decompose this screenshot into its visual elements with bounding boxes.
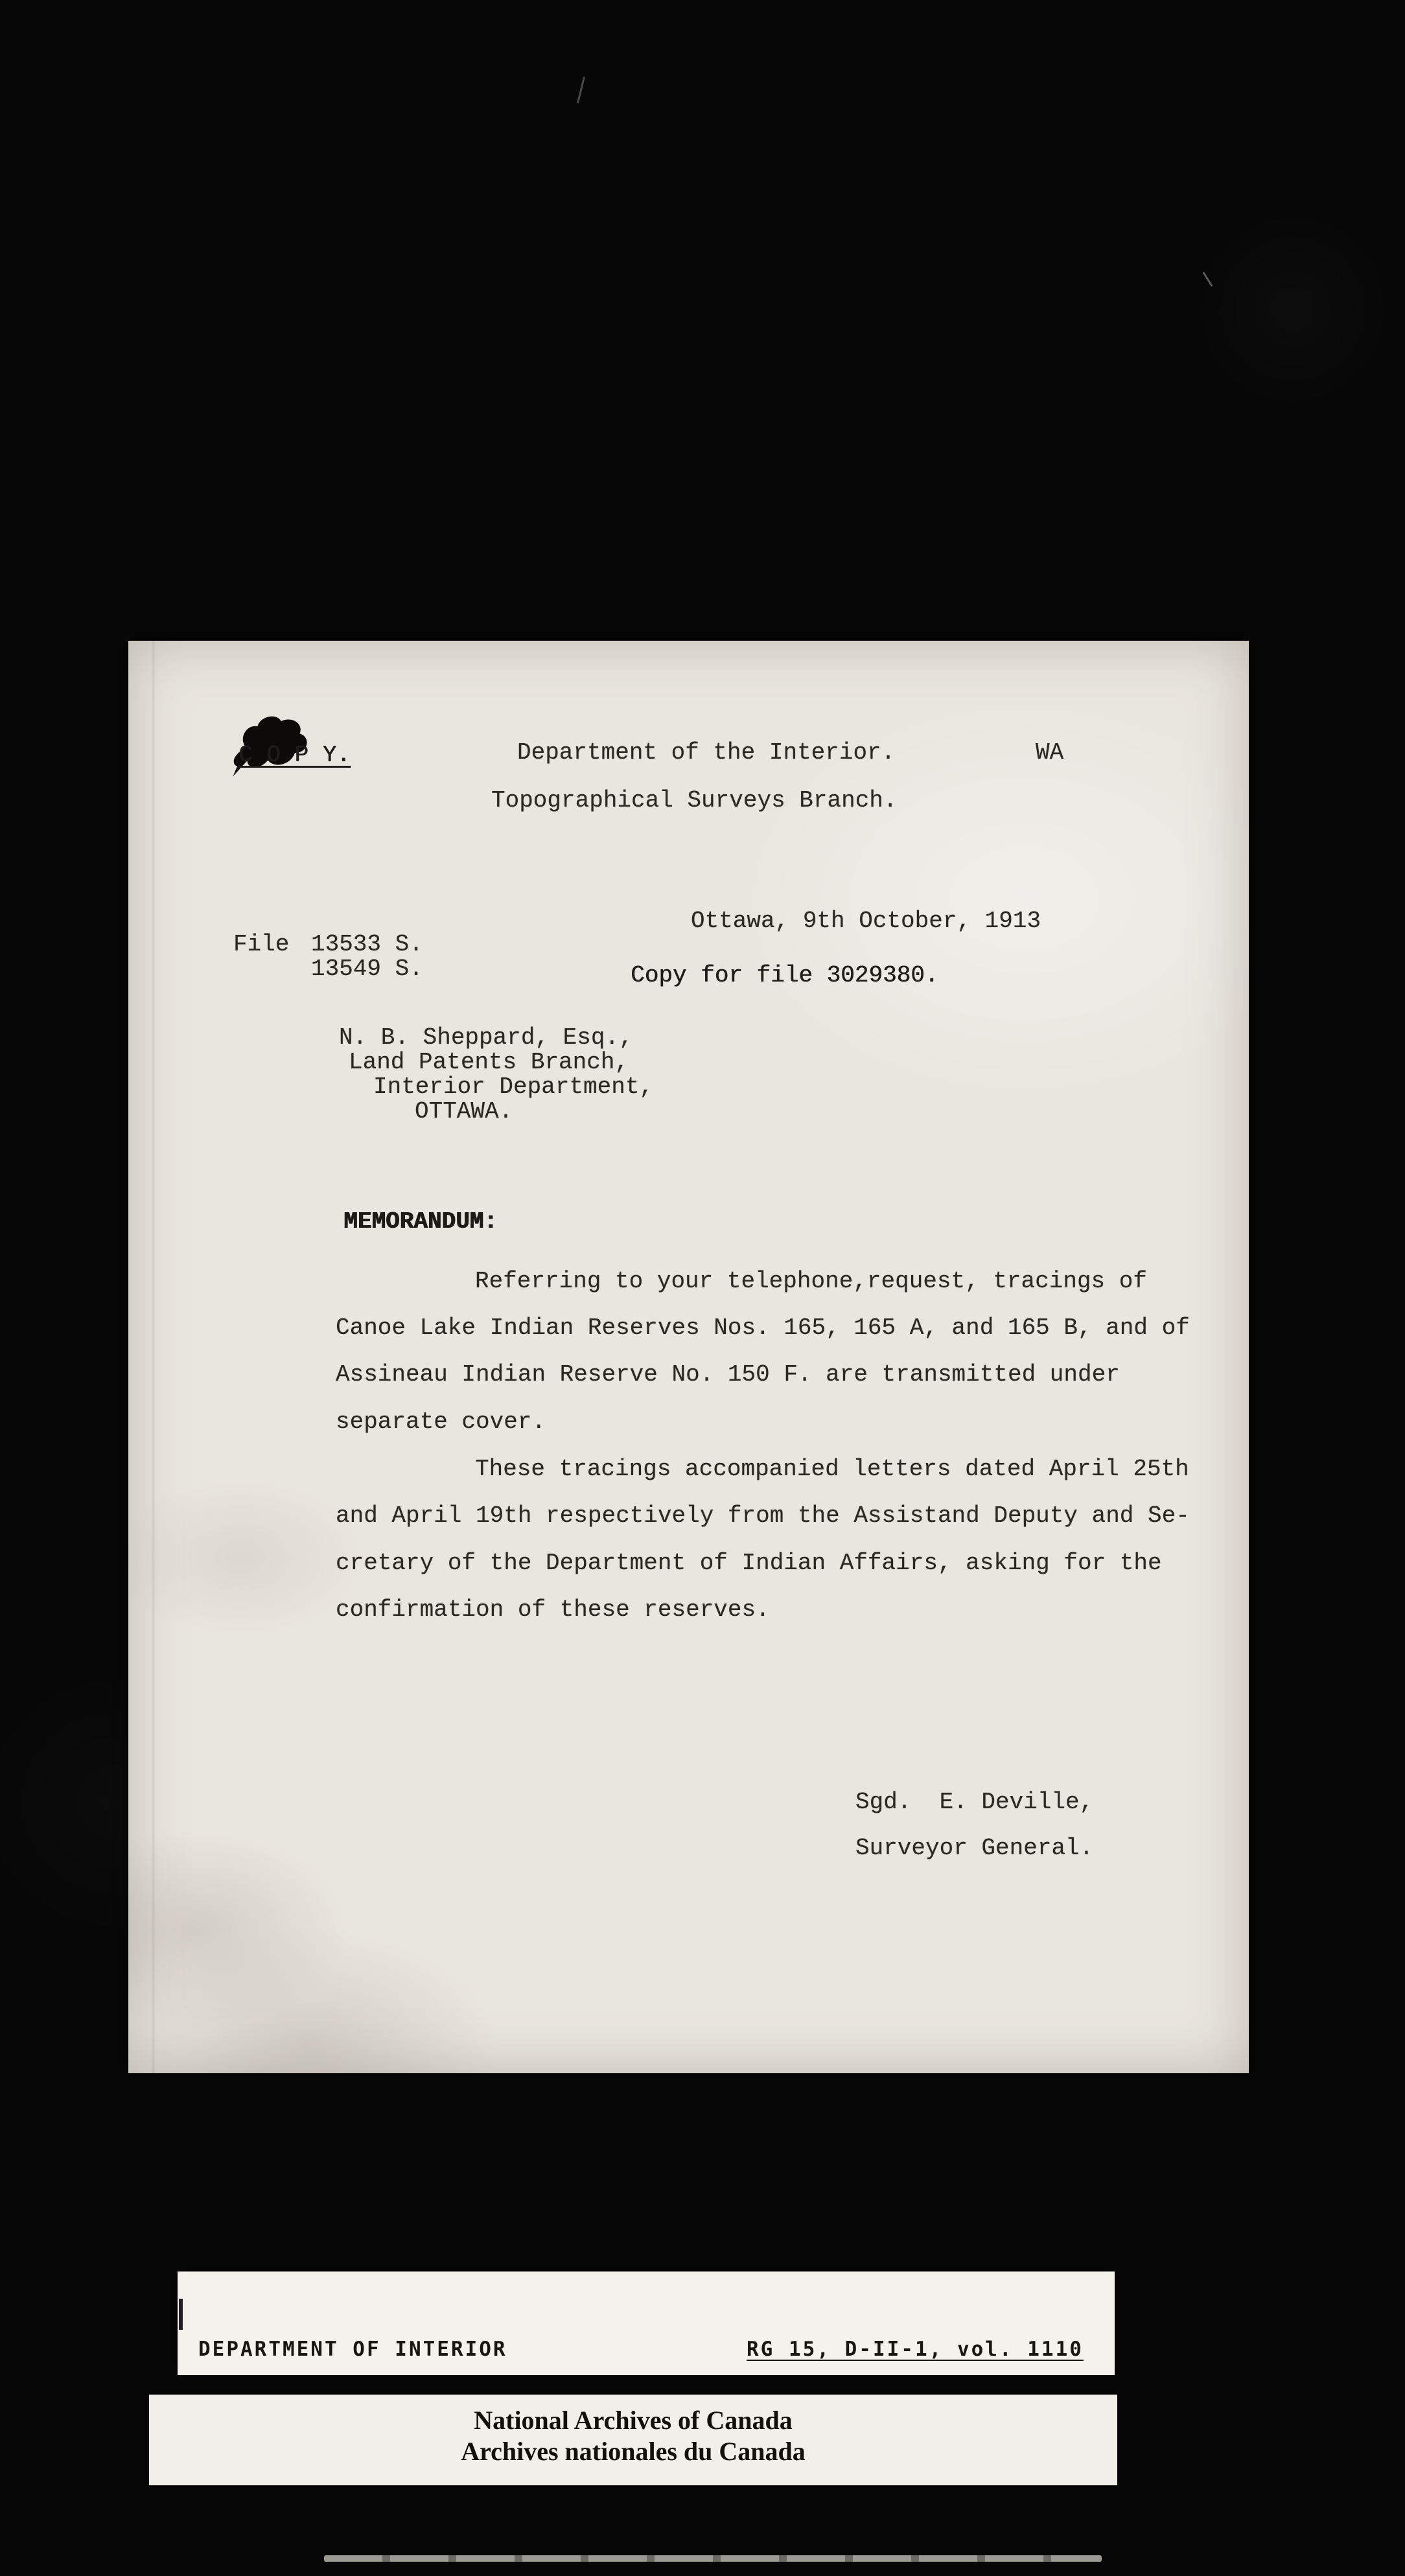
addressee-branch: Land Patents Branch, <box>349 1049 629 1075</box>
addressee-city: OTTAWA. <box>415 1098 513 1125</box>
body-line: Referring to your telephone,request, tracings of <box>475 1268 1147 1294</box>
body-line: confirmation of these reserves. <box>336 1596 770 1623</box>
body-line: separate cover. <box>336 1409 546 1435</box>
signature-title: Surveyor General. <box>855 1835 1094 1861</box>
body-line: These tracings accompanied letters dated April 25th <box>475 1456 1189 1482</box>
body-line: Canoe Lake Indian Reserves Nos. 165, 165 A, and 165 B, and of <box>336 1315 1190 1341</box>
file-number-2: 13549 S. <box>311 956 423 982</box>
scan-artifact-top <box>577 76 585 103</box>
file-label: File <box>233 931 290 958</box>
archive-reference-label <box>178 2271 1115 2375</box>
copy-stamp: C O P Y. <box>238 742 351 768</box>
file-number-1: 13533 S. <box>311 931 423 958</box>
addressee-department: Interior Department, <box>373 1074 654 1100</box>
memorandum-heading: MEMORANDUM: <box>343 1208 498 1235</box>
letterhead-department: Department of the Interior. <box>517 739 896 766</box>
archives-name-en: National Archives of Canada <box>474 2406 793 2435</box>
place-date-line: Ottawa, 9th October, 1913 <box>691 908 1041 934</box>
scan-artifact-right <box>1202 271 1213 287</box>
archive-department-en: DEPARTMENT OF INTERIOR <box>198 2338 507 2361</box>
body-line: and April 19th respectively from the Assistand Deputy and Se- <box>336 1502 1190 1529</box>
archive-rg-number: RG 15, D-II-1, vol. 1110 <box>747 2338 1084 2361</box>
archives-name-fr: Archives nationales du Canada <box>461 2437 806 2466</box>
addressee-name: N. B. Sheppard, Esq., <box>339 1024 633 1051</box>
letterhead-initials: WA <box>1036 739 1064 766</box>
body-line: cretary of the Department of Indian Affairs, asking for the <box>336 1550 1162 1576</box>
label-edge-tick <box>179 2299 183 2330</box>
national-archives-banner <box>149 2395 1117 2485</box>
letter-paper <box>128 641 1249 2073</box>
body-line: Assineau Indian Reserve No. 150 F. are transmitted under <box>336 1361 1120 1388</box>
film-edge-strip <box>324 2555 1102 2562</box>
copy-for-file-line: Copy for file 3029380. <box>631 962 939 989</box>
signature-name: Sgd. E. Deville, <box>855 1789 1094 1815</box>
letterhead-branch: Topographical Surveys Branch. <box>491 787 898 814</box>
